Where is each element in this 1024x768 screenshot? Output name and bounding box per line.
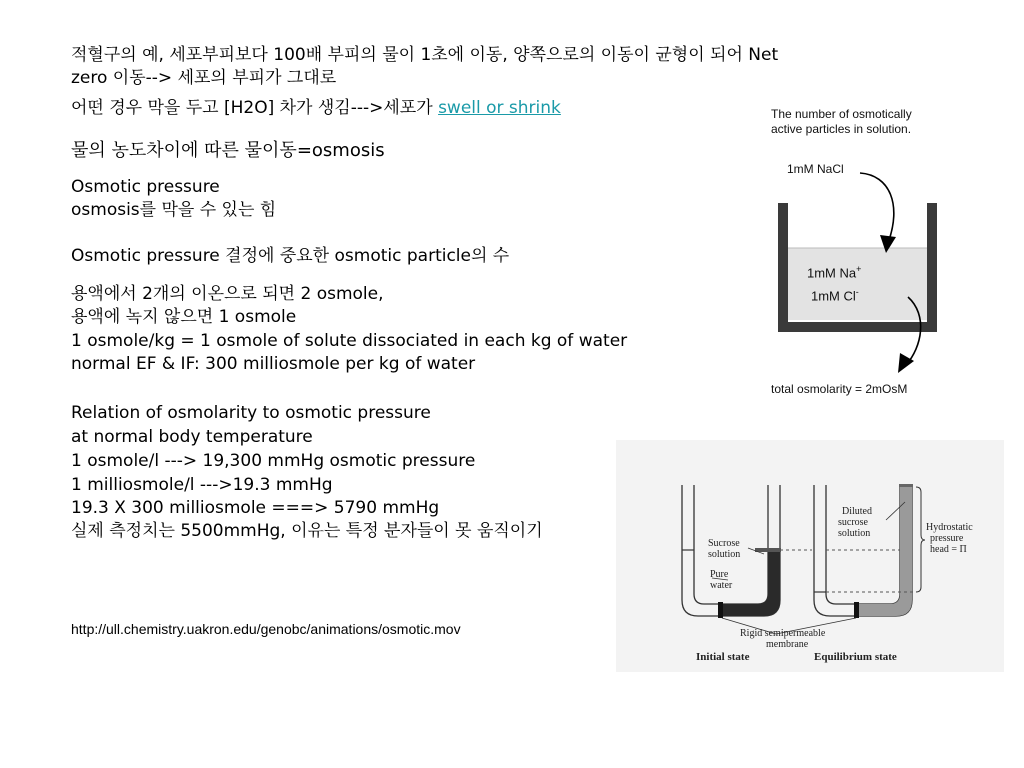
pure-label: Pure bbox=[710, 569, 729, 580]
equilibrium-state-label: Equilibrium state bbox=[814, 651, 897, 663]
membrane-initial bbox=[718, 602, 723, 618]
sodium-label: 1mM Na+ bbox=[807, 264, 862, 281]
text-line-h2o-difference bbox=[71, 97, 561, 120]
relation-line-5: 실제 측정치는 5500mmHg, 이유는 특정 분자들이 못 움직이기 bbox=[71, 521, 543, 541]
osmotic-particles-line: Osmotic pressure 결정에 중요한 osmotic particle의 수 bbox=[71, 246, 510, 266]
relation-line-4: 19.3 X 300 milliosmole ===> 5790 mmHg bbox=[71, 498, 440, 518]
figure1-caption-line2: active particles in solution. bbox=[771, 122, 912, 136]
hydrostatic-label-3: head = Π bbox=[930, 544, 967, 555]
osmotic-pressure-title: Osmotic pressure bbox=[71, 177, 220, 197]
nacl-label: 1mM NaCl bbox=[787, 162, 844, 176]
page-heading-osmosis: 물의 농도차이에 따른 물이동=osmosis bbox=[71, 140, 385, 161]
rigid-membrane-label-1: Rigid semipermeable bbox=[740, 628, 826, 639]
pure-water-label: water bbox=[710, 580, 733, 591]
relation-line-3: 1 milliosmole/l --->19.3 mmHg bbox=[71, 475, 333, 495]
total-osmolarity-label: total osmolarity = 2mOsM bbox=[771, 382, 908, 396]
chloride-label: 1mM Cl- bbox=[811, 287, 859, 304]
h2o-difference-text: 어떤 경우 막을 두고 [H2O] 차가 생김--->세포가 bbox=[71, 98, 439, 118]
text-line-net-zero: zero 이동--> 세포의 부피가 그대로 bbox=[71, 68, 337, 88]
diluted-sucrose-label: sucrose bbox=[838, 517, 868, 528]
initial-state-label: Initial state bbox=[696, 651, 750, 663]
hydrostatic-label-2: pressure bbox=[930, 533, 964, 544]
relation-line-1: at normal body temperature bbox=[71, 427, 313, 447]
text-line-rbc-example: 적혈구의 예, 세포부피보다 100배 부피의 물이 1초에 이동, 양쪽으로의 이동이 균형이 되어 Net bbox=[71, 45, 779, 65]
osmole-line-3: 1 osmole/kg = 1 osmole of solute dissociated in each kg of water bbox=[71, 331, 628, 351]
relation-title: Relation of osmolarity to osmotic pressure bbox=[71, 403, 431, 423]
sucrose-solution-label: solution bbox=[708, 549, 741, 560]
swell-or-shrink-link[interactable]: swell or shrink bbox=[438, 98, 561, 118]
hydrostatic-label-1: Hydrostatic bbox=[926, 522, 973, 533]
relation-line-2: 1 osmole/l ---> 19,300 mmHg osmotic pressure bbox=[71, 451, 476, 471]
membrane-equilibrium bbox=[854, 602, 859, 618]
solution-fill bbox=[788, 248, 927, 320]
animation-url[interactable]: http://ull.chemistry.uakron.edu/genobc/animations/osmotic.mov bbox=[71, 621, 461, 637]
osmole-line-1: 용액에서 2개의 이온으로 되면 2 osmole, bbox=[71, 284, 384, 304]
osmole-line-4: normal EF & IF: 300 milliosmole per kg of water bbox=[71, 354, 476, 374]
rigid-membrane-label-2: membrane bbox=[766, 639, 809, 650]
hydrostatic-brace bbox=[916, 487, 925, 592]
osmole-line-2: 용액에 녹지 않으면 1 osmole bbox=[71, 307, 297, 327]
u-tube-osmosis-figure bbox=[616, 440, 1004, 672]
diluted-solution-label: solution bbox=[838, 528, 871, 539]
sucrose-label: Sucrose bbox=[708, 538, 740, 549]
figure1-caption-line1: The number of osmotically bbox=[771, 107, 912, 121]
arrow-head-2 bbox=[898, 353, 914, 373]
diluted-label: Diluted bbox=[842, 506, 872, 517]
osmotic-pressure-definition: osmosis를 막을 수 있는 힘 bbox=[71, 200, 277, 220]
arrow-curve-1 bbox=[860, 173, 894, 243]
